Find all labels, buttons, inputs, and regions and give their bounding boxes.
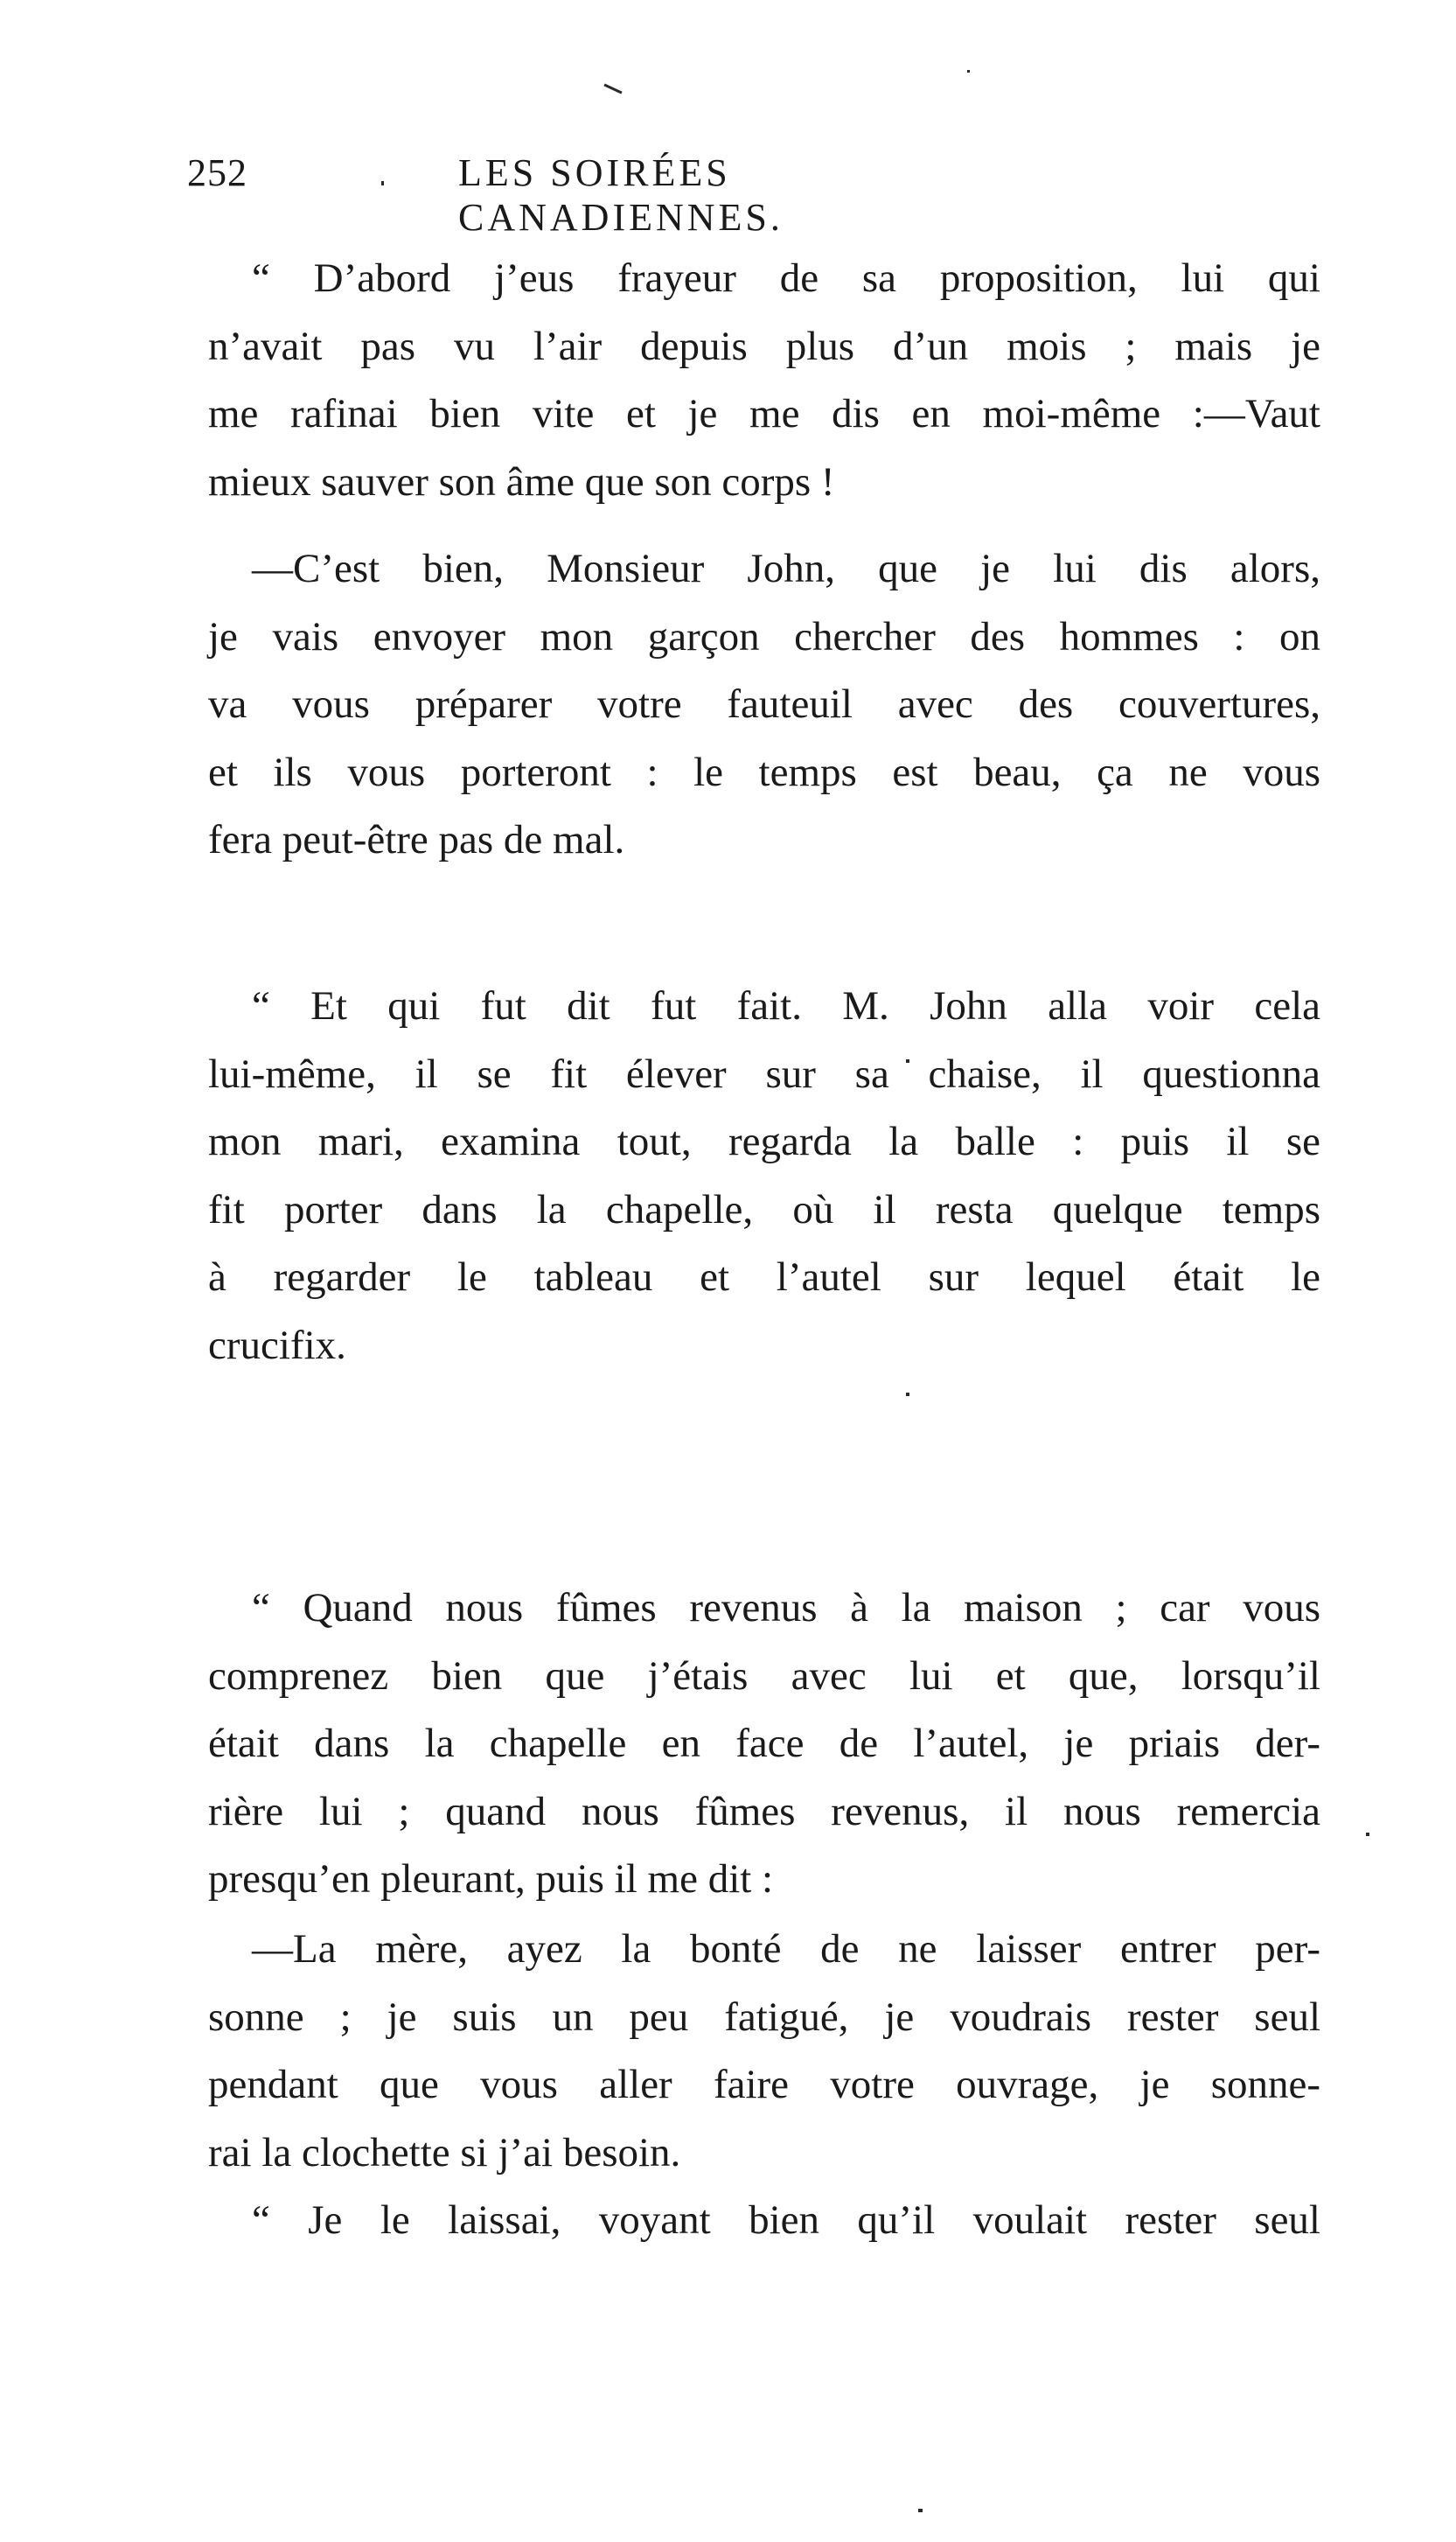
paragraph [208,1575,1320,1914]
text-line: fera peut-être pas de mal. [208,817,625,862]
text-line: et ils vous porteront : le temps est beau, ça ne vous [208,749,1320,795]
text-line: comprenez bien que j’étais avec lui et que, lorsqu’il [208,1652,1320,1699]
text-line: rière lui ; quand nous fûmes revenus, il nous remercia [208,1788,1320,1834]
text-line: rai la clochette si j’ai besoin. [208,2129,681,2175]
text-line: presqu’en pleurant, puis il me dit : [208,1856,774,1902]
text-line: me rafinai bien vite et je me dis en moi-même :—Vaut [208,391,1320,436]
page-header [187,150,1066,239]
print-speck [918,2509,923,2512]
paragraph [208,1916,1320,2187]
text-line: pendant que vous aller faire votre ouvrage, je sonne- [208,2062,1320,2107]
text-line: je vais envoyer mon garçon chercher des hommes : on [208,613,1320,660]
print-speck [603,83,622,94]
page-number: 252 [187,151,247,194]
text-line: —C’est bien, Monsieur John, que je lui dis alors, [252,546,1320,591]
print-speck [1366,1833,1369,1836]
text-line: fit porter dans la chapelle, où il resta quelque temps [208,1186,1320,1233]
text-line: va vous préparer votre fauteuil avec des couvertures, [208,681,1320,727]
text-line: “ D’abord j’eus frayeur de sa proposition, lui qui [252,255,1320,301]
text-line: n’avait pas vu l’air depuis plus d’un mois ; mais je [208,323,1320,369]
text-line: “ Je le laissai, voyant bien qu’il voulait rester seul [252,2197,1320,2243]
paragraph [208,2187,1320,2255]
text-line: “ Quand nous fûmes revenus à la maison ; car vous [252,1585,1320,1631]
text-line: lui-même, il se fit élever sur sa chaise, il questionna [208,1051,1320,1097]
text-line: mieux sauver son âme que son corps ! [208,458,835,505]
print-speck [967,70,970,73]
print-speck [906,1393,909,1396]
paragraph [208,535,1320,875]
paragraph [208,245,1320,516]
text-line: sonne ; je suis un peu fatigué, je voudrais rester seul [208,1994,1320,2040]
text-line: —La mère, ayez la bonté de ne laisser entrer per- [252,1926,1320,1972]
text-line: “ Et qui fut dit fut fait. M. John alla voir cela [252,983,1320,1029]
paragraph [208,973,1320,1379]
text-line: mon mari, examina tout, regarda la balle : puis il se [208,1119,1320,1164]
text-line: était dans la chapelle en face de l’autel, je priais der- [208,1721,1320,1766]
running-title: LES SOIRÉES CANADIENNES. [458,151,784,239]
text-line: à regarder le tableau et l’autel sur lequel était le [208,1254,1320,1300]
text-line: crucifix. [208,1322,346,1368]
